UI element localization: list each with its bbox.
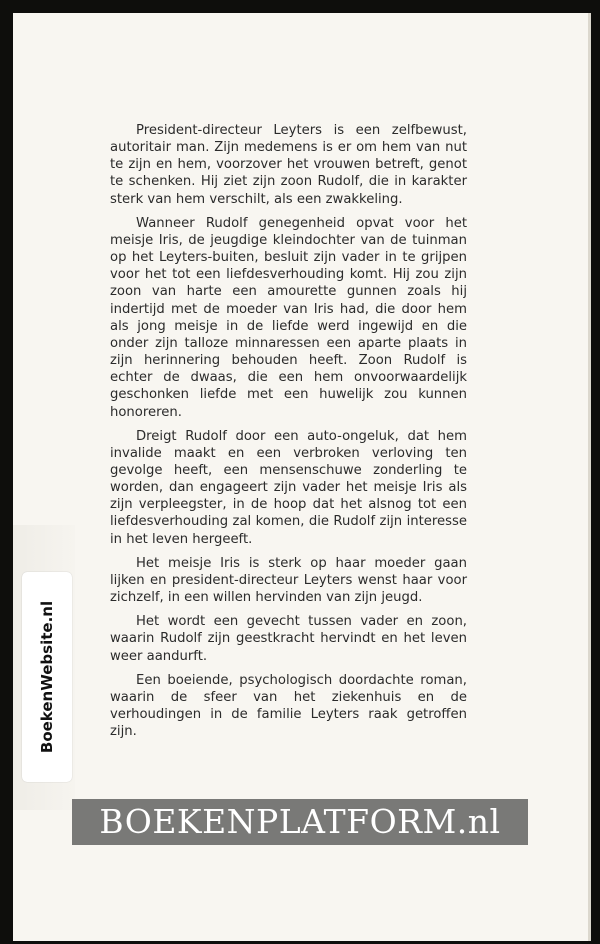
blurb-paragraph: Het meisje Iris is sterk op haar moeder gaan lijken en president-directeur Leyters wenst haar voor zichzelf, in een willen hervinden van zijn jeugd. <box>110 555 467 606</box>
blurb-paragraph: Wanneer Rudolf genegenheid opvat voor het meisje Iris, de jeugdige kleindochter van de tuinman op het Leyters-buiten, besluit zijn vader in te grijpen voor het tot een liefdesverhouding komt. Hij zou zijn zoon van harte een amourette gunnen zoals hij indertijd met de moeder van Iris had, die door hem als jong meisje in de liefde werd ingewijd en die onder zijn talloze minnaressen een aparte plaats in zijn herinnering behouden heeft. Zoon Rudolf is echter de dwaas, die een hem onvoorwaardelijk geschonken liefde met een huwelijk zou kunnen honoreren. <box>110 215 467 420</box>
blurb-text <box>110 122 467 747</box>
watermark-banner: BOEKENPLATFORM.nl <box>72 799 528 845</box>
site-label <box>22 572 72 782</box>
blurb-paragraph: Dreigt Rudolf door een auto-ongeluk, dat hem invalide maakt en een verbroken verloving ten gevolge heeft, een mensenschuwe zonderling te worden, dan engageert zijn vader het meisje Iris als zijn verpleegster, in de hoop dat het alsnog tot een liefdesverhouding zal komen, die Rudolf zijn interesse in het leven hergeeft. <box>110 428 467 547</box>
blurb-paragraph: President-directeur Leyters is een zelfbewust, autoritair man. Zijn medemens is er om hem van nut te zijn en hem, voorzover het vrouwen betreft, genot te schenken. Hij ziet zijn zoon Rudolf, die in karakter sterk van hem verschilt, als een zwakkeling. <box>110 123 467 207</box>
blurb-paragraph: Het wordt een gevecht tussen vader en zoon, waarin Rudolf zijn geestkracht hervindt en het leven weer aandurft. <box>110 614 467 664</box>
blurb-paragraph: Een boeiende, psychologisch doordachte roman, waarin de sfeer van het ziekenhuis en de verhoudingen in de familie Leyters raak getroffen zijn. <box>110 672 467 740</box>
site-label-text: BoekenWebsite.nl <box>38 600 56 754</box>
